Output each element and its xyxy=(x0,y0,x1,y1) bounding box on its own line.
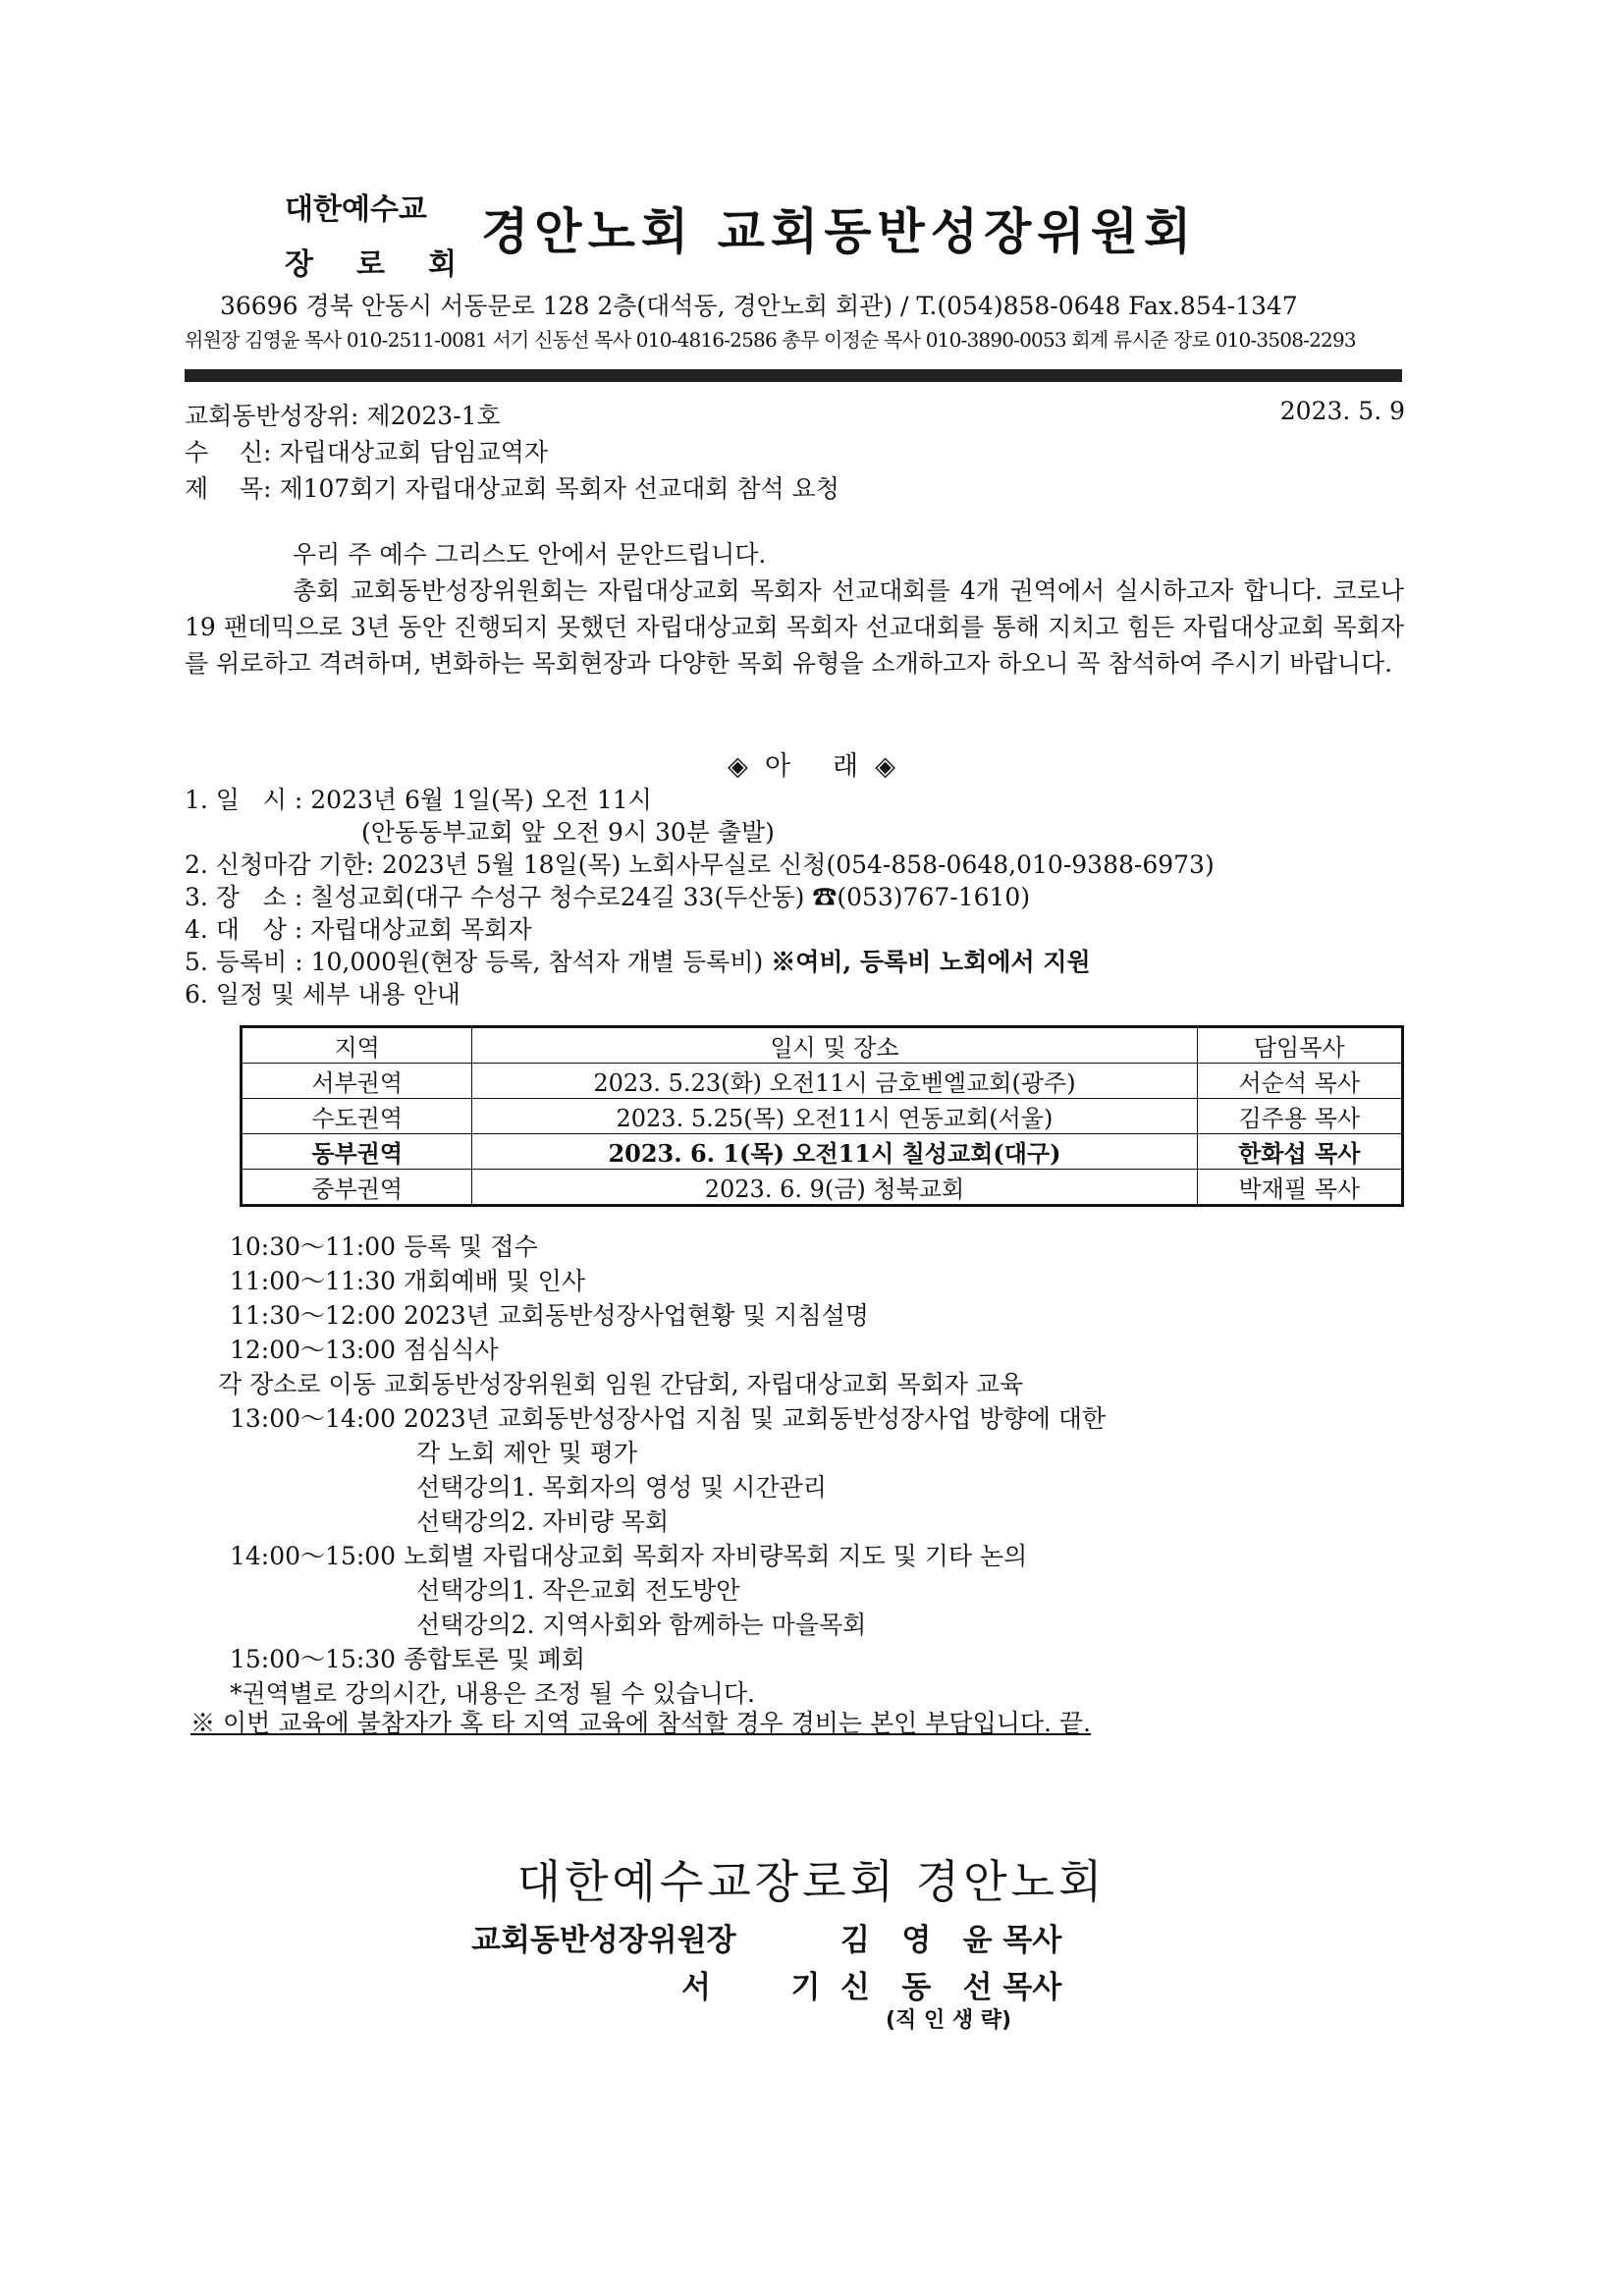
section-title: ◈ 아 래 ◈ xyxy=(728,751,895,782)
item-schedule: 6. 일정 및 세부 내용 안내 xyxy=(185,980,460,1009)
program-line: 선택강의1. 작은교회 전도방안 xyxy=(416,1576,740,1605)
table-header-row xyxy=(242,1027,1403,1064)
seal-omitted-note: (직 인 생 략) xyxy=(886,2008,1012,2033)
program-line: 각 장소로 이동 교회동반성장위원회 임원 간담회, 자립대상교회 목회자 교육 xyxy=(218,1370,1024,1398)
table-row xyxy=(242,1064,1403,1099)
signature-chair-role: 교회동반성장위원장 xyxy=(471,1923,736,1958)
greeting-paragraph: 우리 주 예수 그리스도 안에서 문안드립니다. xyxy=(293,540,767,569)
region-cell: 서부권역 xyxy=(242,1064,472,1099)
item-target: 4. 대 상 : 자립대상교회 목회자 xyxy=(185,915,532,944)
program-line: 12:00～13:00 점심식사 xyxy=(230,1336,499,1364)
table-row xyxy=(242,1099,1403,1134)
signature-secretary-name: 신 동 선 목사 xyxy=(840,1970,1062,2005)
item-venue: 3. 장 소 : 칠성교회(대구 수성구 청수로24길 33(두산동) ☎(053)767-1610) xyxy=(185,883,1031,911)
doc-number: 교회동반성장위: 제2023-1호 xyxy=(185,402,501,430)
program-note: *권역별로 강의시간, 내용은 조정 될 수 있습니다. xyxy=(230,1679,755,1708)
item-fee-support: ※여비, 등록비 노회에서 지원 xyxy=(771,948,1091,976)
program-line: 14:00～15:00 노회별 자립대상교회 목회자 자비량목회 지도 및 기타 논의 xyxy=(230,1542,1028,1570)
item-datetime: 1. 일 시 : 2023년 6월 1일(목) 오전 11시 xyxy=(185,786,652,814)
table-row-highlighted xyxy=(242,1134,1403,1170)
pastor-cell: 한화섭 목사 xyxy=(1197,1134,1403,1170)
program-line: 선택강의2. 지역사회와 함께하는 마을목회 xyxy=(416,1611,867,1639)
schedule-table xyxy=(240,1025,1404,1207)
doc-date: 2023. 5. 9 xyxy=(1279,397,1405,425)
main-paragraph: 총회 교회동반성장위원회는 자립대상교회 목회자 선교대회를 4개 권역에서 실시하고자 합니다. 코로나19 팬데믹으로 3년 동안 진행되지 못했던 자립대상교회 목회자 선교대회를 통해 지치고 힘든 자립대상교회 목회자를 위로하고 격려하며, 변화하는 목회현장과 다양한 목회 유형을 소개하고자 하오니 꼭 참석하여 주시기 바랍니다. xyxy=(185,576,1404,678)
program-line: 선택강의1. 목회자의 영성 및 시간관리 xyxy=(416,1473,827,1502)
item-fee-text: 5. 등록비 : 10,000원(현장 등록, 참석자 개별 등록비) xyxy=(185,948,772,976)
table-row xyxy=(242,1170,1403,1206)
region-cell: 수도권역 xyxy=(242,1099,472,1134)
item-departure: (안동동부교회 앞 오전 9시 30분 출발) xyxy=(361,818,775,847)
recipient: 수 신: 자립대상교회 담임교역자 xyxy=(185,438,549,466)
detail-items xyxy=(185,784,1215,1011)
region-cell: 동부권역 xyxy=(242,1134,472,1170)
header-cell: 지역 xyxy=(242,1027,472,1064)
datetime-place-cell: 2023. 5.25(목) 오전11시 연동교회(서울) xyxy=(472,1099,1197,1134)
pastor-cell: 서순석 목사 xyxy=(1197,1064,1403,1099)
datetime-place-cell: 2023. 6. 9(금) 청북교회 xyxy=(472,1170,1197,1206)
pastor-cell: 김주용 목사 xyxy=(1197,1099,1403,1134)
letter-body xyxy=(185,536,1404,682)
program-line: 각 노회 제안 및 평가 xyxy=(416,1439,637,1467)
header-cell: 담임목사 xyxy=(1197,1027,1403,1064)
address-line: 36696 경북 안동시 서동문로 128 2층(대석동, 경안노회 회관) / T.(054)858-0648 Fax.854-1347 xyxy=(220,292,1298,320)
program-line: 11:30～12:00 2023년 교회동반성장사업현황 및 지침설명 xyxy=(230,1301,869,1330)
program-list xyxy=(218,1230,1107,1711)
program-line: 15:00～15:30 종합토론 및 폐회 xyxy=(230,1645,585,1673)
footer-org: 대한예수교장로회 경안노회 xyxy=(516,1855,1107,1908)
notice-line: ※ 이번 교육에 불참자가 혹 타 지역 교육에 참석할 경우 경비는 본인 부담입니다. 끝. xyxy=(190,1709,1092,1737)
org-name xyxy=(285,183,500,293)
committee-title: 경안노회 교회동반성장위원회 xyxy=(481,203,1198,260)
contacts-line: 위원장 김영윤 목사 010-2511-0081 서기 신동선 목사 010-4816-2586 총무 이정순 목사 010-3890-0053 회계 류시준 장로 010-3508-2293 xyxy=(185,328,1356,352)
subject: 제 목: 제107회기 자립대상교회 목회자 선교대회 참석 요청 xyxy=(185,474,839,503)
pastor-cell: 박재필 목사 xyxy=(1197,1170,1403,1206)
item-fee xyxy=(185,946,1215,978)
header-rule xyxy=(185,369,1402,382)
program-line: 10:30～11:00 등록 및 접수 xyxy=(230,1232,538,1261)
program-line: 11:00～11:30 개회예배 및 인사 xyxy=(230,1267,585,1295)
signature-chair-name: 김 영 윤 목사 xyxy=(840,1923,1062,1958)
datetime-place-cell: 2023. 5.23(화) 오전11시 금호벧엘교회(광주) xyxy=(472,1064,1197,1099)
signature-secretary-role: 서 기 xyxy=(681,1970,840,2005)
item-deadline: 2. 신청마감 기한: 2023년 5월 18일(목) 노회사무실로 신청(054-858-0648,010-9388-6973) xyxy=(185,850,1215,879)
org-line2: 장로회 xyxy=(285,247,500,282)
program-line: 13:00～14:00 2023년 교회동반성장사업 지침 및 교회동반성장사업 방향에 대한 xyxy=(230,1404,1107,1433)
program-line: 선택강의2. 자비량 목회 xyxy=(416,1507,670,1536)
datetime-place-cell: 2023. 6. 1(목) 오전11시 칠성교회(대구) xyxy=(472,1134,1197,1170)
header-cell: 일시 및 장소 xyxy=(472,1027,1197,1064)
org-line1: 대한예수교 xyxy=(285,192,427,227)
region-cell: 중부권역 xyxy=(242,1170,472,1206)
